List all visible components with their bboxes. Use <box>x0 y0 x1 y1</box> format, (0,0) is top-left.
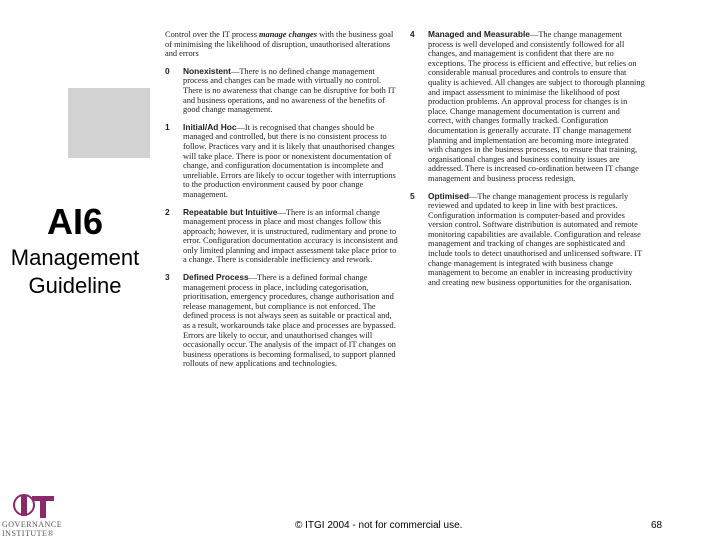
intro-post: with the business goal of minimising the likelihood of disruption, unauthorised alterations and errors <box>165 30 394 59</box>
level-name: Optimised <box>428 190 469 201</box>
level-text: —There is a defined formal change management process in place, including categorisation, prioritisation, emergency procedures, change authorisation and release management, but compliance is not enforced. The defined process is not always seen as suitable or practical and, as a result, workarounds take place and processes are bypassed. Errors are likely to occur, and unauthorised changes will occasionally occur. The analysis of the impact of IT changes on business operations is becoming formalised, to support planned rollouts of new applications and technologies. <box>183 273 396 369</box>
maturity-level-5 <box>410 192 645 288</box>
logo-text-institute: INSTITUTE® <box>2 529 54 538</box>
logo-text-governance: GOVERNANCE <box>2 520 63 529</box>
page-number: 68 <box>651 520 663 531</box>
slide-title <box>0 200 150 300</box>
title-line-1: Management <box>10 245 140 270</box>
maturity-level-2 <box>165 208 400 266</box>
level-name: Nonexistent <box>183 65 231 76</box>
maturity-level-0 <box>165 67 400 115</box>
level-name: Defined Process <box>183 272 249 283</box>
level-text: —The change management process is regularly reviewed and updated to keep in line with best practices. Configuration information is computer-based and provides version control. Software distribution is automated and remote monitoring capabilities are available. Configuration and release management and tracking of changes are sophisticated and include tools to detect unauthorised and unlicensed software. IT change management is integrated with business change management to become an enabler in increasing productivity and creating new business opportunities for the organisation. <box>428 191 643 287</box>
level-number: 0 <box>165 65 170 76</box>
maturity-level-1 <box>165 123 400 200</box>
maturity-level-3 <box>165 273 400 369</box>
copyright-text: © ITGI 2004 - not for commercial use. <box>295 520 463 531</box>
document-column-left <box>165 30 400 377</box>
intro-paragraph <box>165 30 400 59</box>
level-number: 2 <box>165 206 170 217</box>
level-number: 5 <box>410 190 415 201</box>
intro-emphasis: manage changes <box>259 30 317 39</box>
level-text: —It is recognised that changes should be managed and controlled, but there is no consistent process to follow. Practices vary and it is likely that unauthorised changes will take place. There is poor or nonexistent documentation of change, and configuration documentation is incomplete and unreliable. Errors are likely to occur together with interruptions to the production environment caused by poor change management. <box>183 122 396 199</box>
document-column-right <box>410 30 645 295</box>
title-line-2: Guideline <box>28 273 122 298</box>
level-name: Initial/Ad Hoc <box>183 121 237 132</box>
level-name: Managed and Measurable <box>428 29 530 39</box>
level-name: Repeatable but Intuitive <box>183 206 278 217</box>
level-number: 1 <box>165 121 170 132</box>
maturity-level-4 <box>410 30 645 184</box>
title-code: AI6 <box>46 201 104 242</box>
level-text: —There is an informal change management process in place and most changes follow this approach; however, it is unstructured, rudimentary and prone to error. Configuration documentation accuracy is inconsistent and only limited planning and impact assessment take place prior to a change. There is considerable inefficiency and rework. <box>183 207 398 265</box>
level-number: 4 <box>410 29 415 39</box>
level-text: —The change management process is well developed and consistently followed for all changes, and management is confident that there are no exceptions. The process is efficient and effective, but relies on considerable manual procedures and controls to ensure that quality is achieved. All changes are subject to thorough planning and impact assessment to minimise the likelihood of post production problems. An approval process for changes is in place. Change management documentation is current and correct, with changes formally tracked. Configuration documentation is generally accurate. IT change management planning and implementation are becoming more integrated with changes in the business processes, to ensure that training, organisational changes and business continuity issues are addressed. There is increased co-ordination between IT change management and business process redesign. <box>428 30 645 183</box>
intro-pre: Control over the IT process <box>165 30 257 39</box>
level-text: —There is no defined change management process and changes can be made with virtually no control. There is no awareness that change can be disruptive for both IT and business operations, and no awareness of the benefits of good change management. <box>183 66 396 115</box>
level-number: 3 <box>165 272 170 283</box>
document-page <box>150 30 660 490</box>
slide-footer <box>0 516 720 536</box>
